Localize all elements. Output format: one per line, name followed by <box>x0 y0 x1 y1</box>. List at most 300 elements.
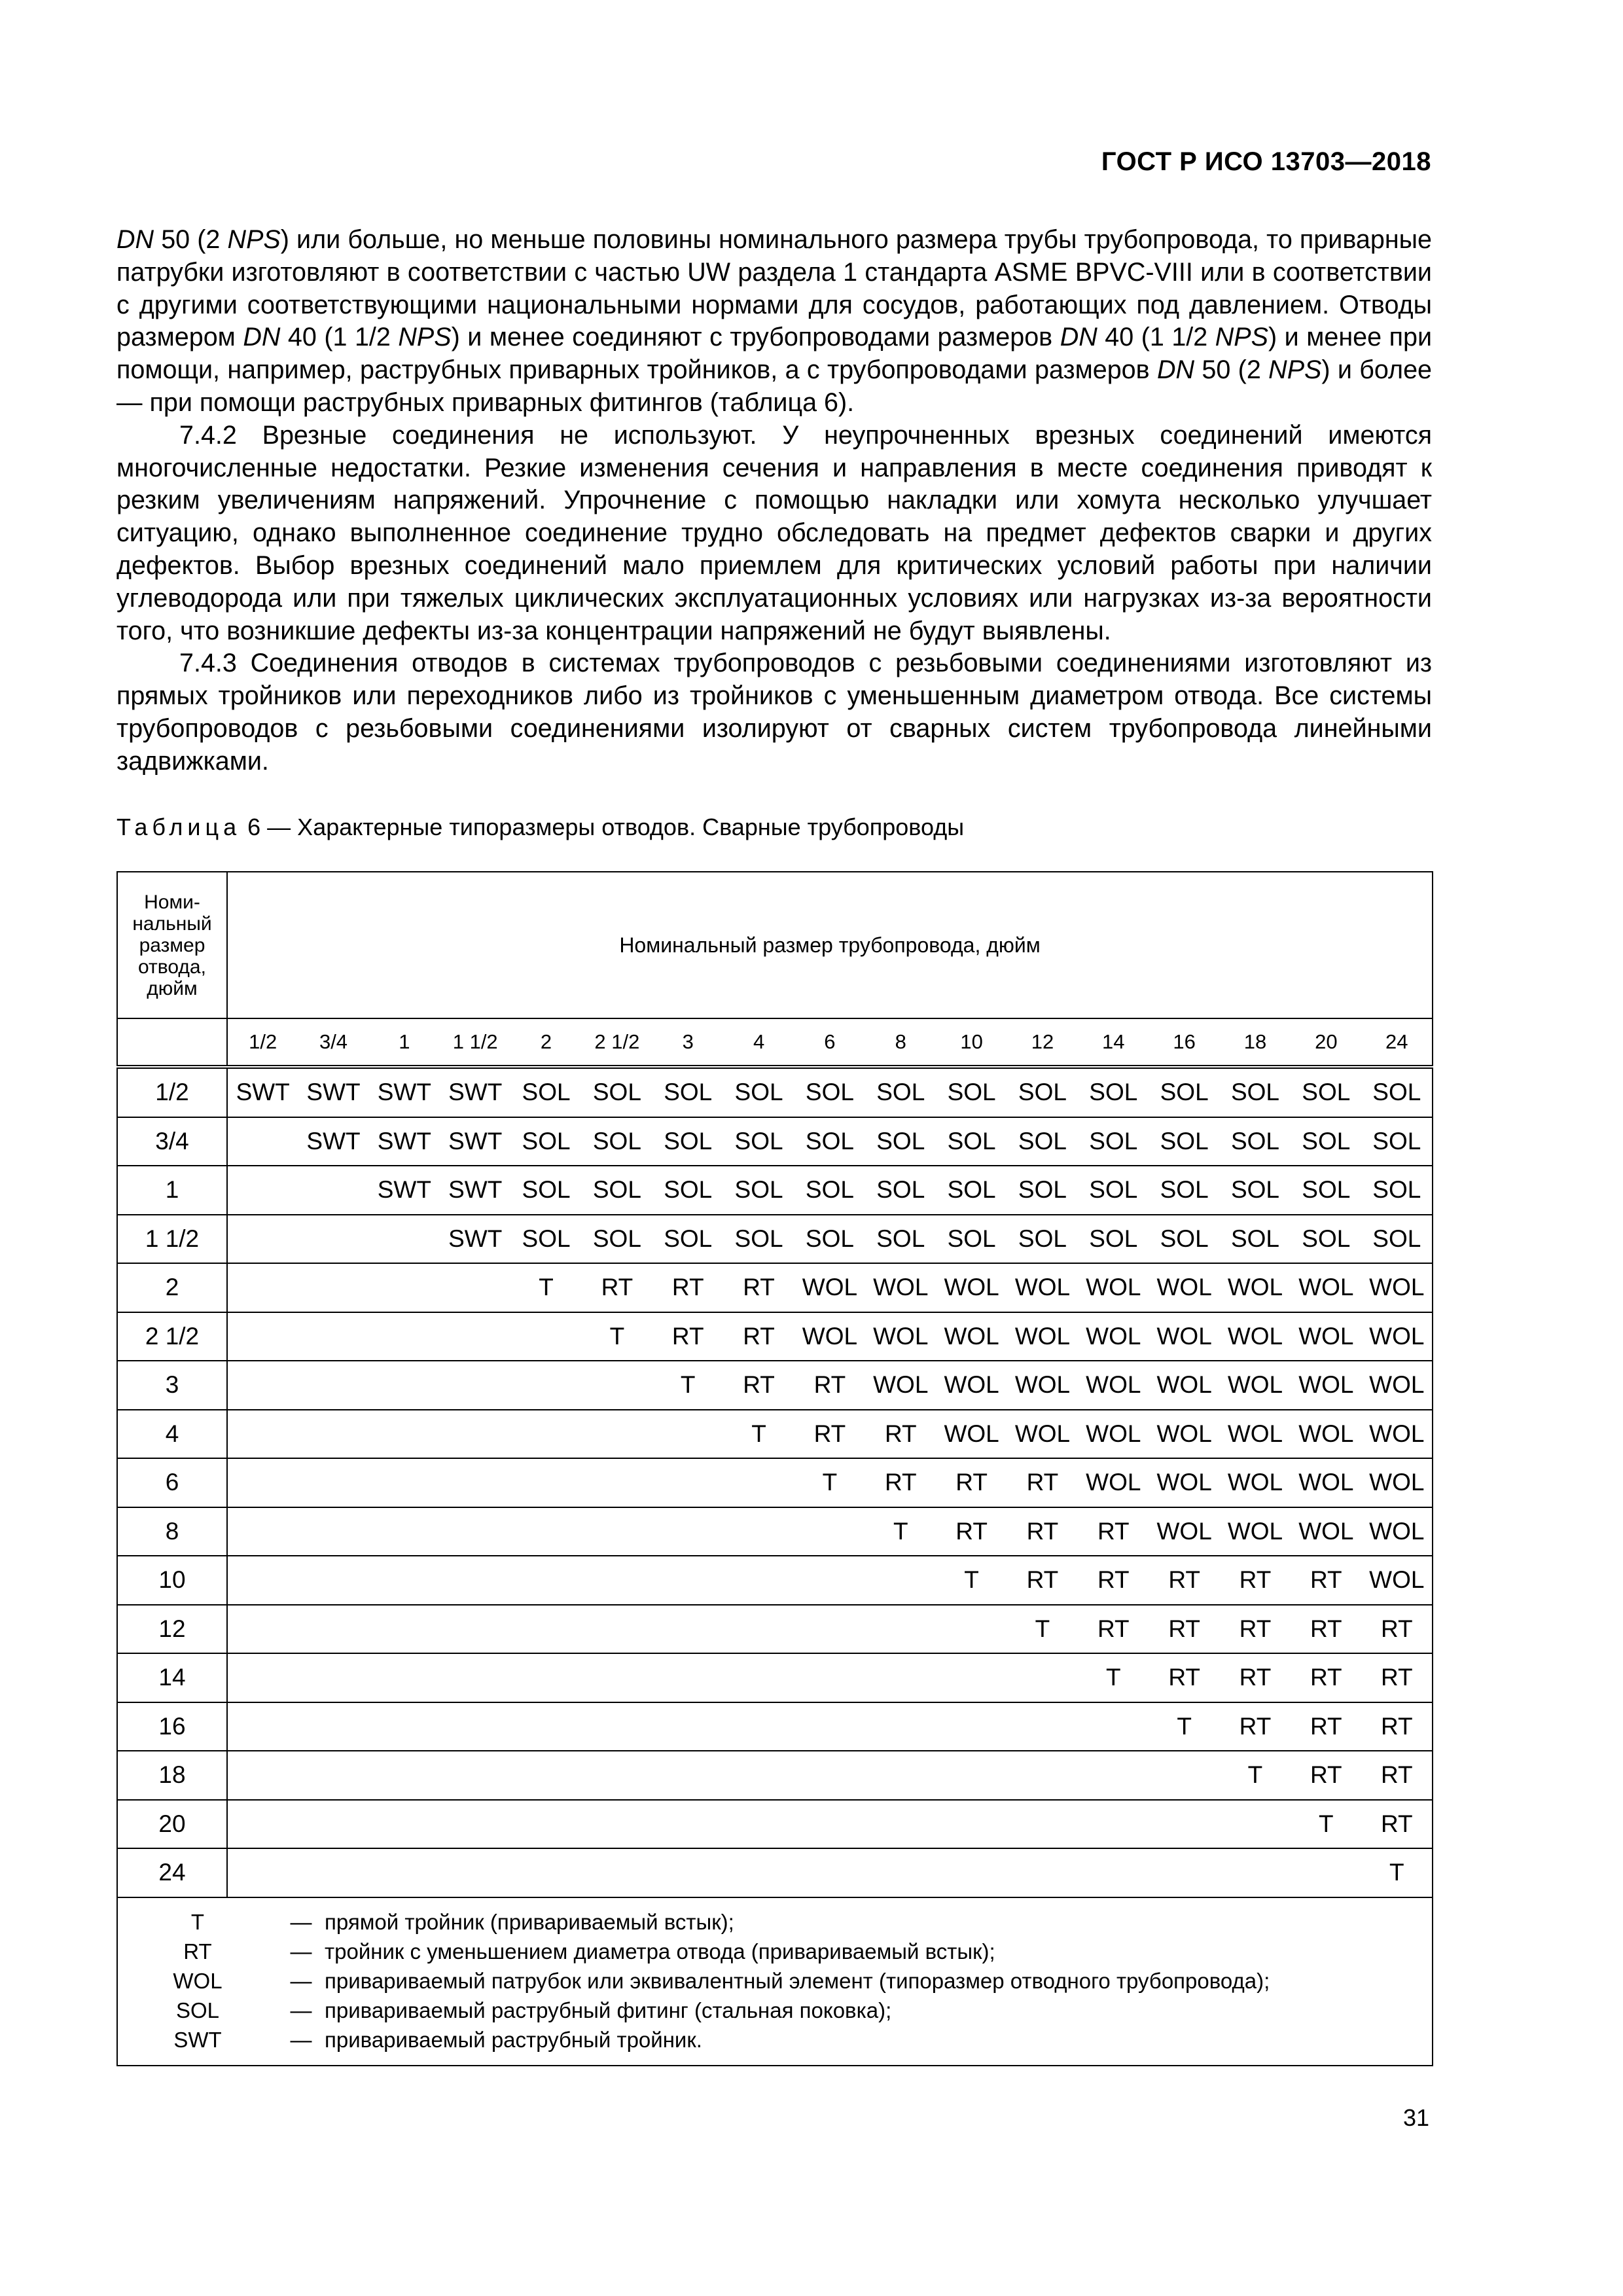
legend-description: тройник с уменьшением диаметра отвода (привариваемый встык); <box>325 1939 995 1964</box>
table-cell: WOL <box>1007 1263 1078 1312</box>
table-cell: SOL <box>1291 1067 1361 1117</box>
table-cell <box>227 1507 298 1556</box>
table-cell: WOL <box>1078 1458 1149 1507</box>
table-cell <box>369 1458 440 1507</box>
table-cell: WOL <box>1291 1263 1361 1312</box>
table-cell <box>652 1605 723 1654</box>
table-cell <box>1149 1848 1219 1897</box>
table-cell <box>1007 1653 1078 1702</box>
table-cell: SOL <box>794 1067 865 1117</box>
row-header-cell <box>117 872 227 1018</box>
table-cell: T <box>582 1312 652 1361</box>
table-row <box>117 1215 1433 1264</box>
table-cell: WOL <box>865 1312 936 1361</box>
table-cell: RT <box>1007 1556 1078 1605</box>
row-header-line: размер <box>139 934 205 956</box>
table-cell: SOL <box>794 1166 865 1215</box>
table-cell: SWT <box>369 1117 440 1166</box>
table-cell: T <box>794 1458 865 1507</box>
italic-term: DN <box>116 225 154 254</box>
table-cell: T <box>652 1361 723 1410</box>
table-cell <box>298 1751 368 1800</box>
table-cell: RT <box>1362 1653 1433 1702</box>
table-cell <box>510 1848 581 1897</box>
table-cell: WOL <box>1220 1263 1291 1312</box>
table-cell <box>652 1848 723 1897</box>
table-cell: WOL <box>1362 1263 1433 1312</box>
legend-item <box>118 1907 1432 1937</box>
table-cell <box>369 1556 440 1605</box>
table-cell: RT <box>723 1312 794 1361</box>
legend-description: прямой тройник (привариваемый встык); <box>325 1909 734 1934</box>
text-run: ) и менее при помощи, например, раструбных приварных тройников, а с трубопроводами размеров <box>116 323 1433 385</box>
row-label: 6 <box>117 1458 227 1507</box>
table-cell <box>652 1410 723 1459</box>
table-cell <box>582 1751 652 1800</box>
table-cell <box>227 1605 298 1654</box>
row-label: 4 <box>117 1410 227 1459</box>
table-cell: T <box>510 1263 581 1312</box>
text-run: 50 (2 <box>1194 355 1269 385</box>
table-cell <box>227 1361 298 1410</box>
text-run: 40 (1 1/2 <box>280 323 399 352</box>
table-cell <box>227 1848 298 1897</box>
italic-term: DN <box>1060 323 1097 352</box>
text-run: 7.4.3 Соединения отводов в системах трубопроводов с резьбовыми соединениями изготовляют из прямых тройников или переходников либо из тройников с уменьшенным диаметром отвода. Все системы трубопроводов с резьбовыми соединениями изолируют от сварных систем трубопровода линейными задвижками. <box>116 649 1432 776</box>
table-cell <box>582 1556 652 1605</box>
table-cell: SOL <box>1007 1117 1078 1166</box>
table-row <box>117 1751 1433 1800</box>
table-cell: RT <box>1291 1653 1361 1702</box>
row-label: 1 1/2 <box>117 1215 227 1264</box>
table-cell: SOL <box>510 1067 581 1117</box>
table-cell: SOL <box>1007 1215 1078 1264</box>
table-cell <box>510 1312 581 1361</box>
table-row <box>117 1263 1433 1312</box>
table-cell: T <box>1220 1751 1291 1800</box>
table-cell <box>298 1702 368 1751</box>
table-cell: WOL <box>1362 1458 1433 1507</box>
table-cell: SOL <box>1291 1215 1361 1264</box>
table-cell <box>298 1312 368 1361</box>
table-cell: SOL <box>652 1215 723 1264</box>
table-cell: WOL <box>1078 1263 1149 1312</box>
table-cell: WOL <box>1078 1410 1149 1459</box>
table-cell: RT <box>652 1312 723 1361</box>
table-cell <box>723 1653 794 1702</box>
table-cell: RT <box>1078 1605 1149 1654</box>
table-cell: SOL <box>1007 1166 1078 1215</box>
table-cell: SOL <box>582 1117 652 1166</box>
table-cell: T <box>865 1507 936 1556</box>
table-cell: T <box>1149 1702 1219 1751</box>
table-cell <box>582 1507 652 1556</box>
table-cell: WOL <box>1291 1361 1361 1410</box>
table-cell <box>865 1556 936 1605</box>
table-row <box>117 1361 1433 1410</box>
table-cell <box>794 1848 865 1897</box>
row-label: 12 <box>117 1605 227 1654</box>
column-group-header: Номинальный размер трубопровода, дюйм <box>227 872 1433 1018</box>
table-cell: WOL <box>1362 1361 1433 1410</box>
table-row <box>117 1166 1433 1215</box>
table-cell <box>298 1263 368 1312</box>
table-cell: SWT <box>227 1067 298 1117</box>
table-cell: SOL <box>794 1215 865 1264</box>
text-run: 7.4.2 Врезные соединения не используют. У неупрочненных врезных соединений имеются многочисленные недостатки. Резкие изменения сечения и направления в месте соединения приводят к резким увеличениям напряжений. Упрочнение с помощью накладки или хомута несколько улучшает ситуацию, однако выполненное соединение трудно обследовать на предмет дефектов сварки и других дефектов. Выбор врезных соединений мало приемлем для критических условий работы при наличии углеводорода или при тяжелых циклических эксплуатационных условиях или нагрузках из-за вероятности того, что возникшие дефекты из-за концентрации напряжений не будут выявлены. <box>116 420 1432 645</box>
table-cell <box>582 1605 652 1654</box>
table-cell <box>723 1605 794 1654</box>
table-cell: SOL <box>1291 1117 1361 1166</box>
table-cell: RT <box>1362 1800 1433 1849</box>
table-cell <box>298 1848 368 1897</box>
table-cell <box>440 1751 510 1800</box>
table-cell <box>865 1800 936 1849</box>
table-cell <box>936 1653 1007 1702</box>
table-row <box>117 1458 1433 1507</box>
legend-abbreviation: SOL <box>175 1998 220 2022</box>
table-cell: SOL <box>1078 1215 1149 1264</box>
table-cell <box>794 1800 865 1849</box>
document-header: ГОСТ Р ИСО 13703—2018 <box>1101 147 1431 176</box>
table-row <box>117 1702 1433 1751</box>
table-cell <box>794 1653 865 1702</box>
legend-abbreviation: T <box>190 1909 205 1934</box>
table-cell <box>510 1458 581 1507</box>
row-header-line: дюйм <box>147 977 198 999</box>
table-cell: SWT <box>440 1215 510 1264</box>
table-cell: WOL <box>1291 1410 1361 1459</box>
table-cell: RT <box>1291 1556 1361 1605</box>
column-header: 2 1/2 <box>582 1018 652 1067</box>
row-label: 2 1/2 <box>117 1312 227 1361</box>
table-cell: SOL <box>1220 1215 1291 1264</box>
table-cell: WOL <box>1362 1312 1433 1361</box>
column-header: 18 <box>1220 1018 1291 1067</box>
table-cell <box>794 1507 865 1556</box>
table-cell <box>227 1215 298 1264</box>
italic-term: NPS <box>227 225 281 254</box>
column-header: 12 <box>1007 1018 1078 1067</box>
table-cell: SOL <box>582 1215 652 1264</box>
text-run: ) и менее соединяют с трубопроводами размеров <box>451 323 1060 352</box>
table-cell: RT <box>1078 1507 1149 1556</box>
table-cell: RT <box>1291 1702 1361 1751</box>
table-cell: WOL <box>1149 1458 1219 1507</box>
table-cell: WOL <box>794 1312 865 1361</box>
body-text <box>116 224 1432 778</box>
table-cell: WOL <box>1362 1410 1433 1459</box>
table-cell <box>936 1800 1007 1849</box>
table-cell <box>298 1166 368 1215</box>
table-cell: WOL <box>1078 1361 1149 1410</box>
column-header: 1/2 <box>227 1018 298 1067</box>
table-cell: T <box>1078 1653 1149 1702</box>
table-cell: RT <box>865 1410 936 1459</box>
table-cell: RT <box>1149 1556 1219 1605</box>
table-cell: WOL <box>1149 1507 1219 1556</box>
table-cell <box>510 1751 581 1800</box>
table-cell <box>369 1215 440 1264</box>
table-cell: WOL <box>1291 1507 1361 1556</box>
table-cell: WOL <box>1149 1361 1219 1410</box>
table-cell: WOL <box>1149 1410 1219 1459</box>
legend-dash: — <box>290 1939 312 1964</box>
column-header: 2 <box>510 1018 581 1067</box>
table-cell <box>227 1166 298 1215</box>
table-cell: RT <box>723 1361 794 1410</box>
table-cell <box>440 1263 510 1312</box>
row-label: 2 <box>117 1263 227 1312</box>
table-cell <box>652 1702 723 1751</box>
table-cell <box>510 1410 581 1459</box>
table-cell: SOL <box>1078 1117 1149 1166</box>
table-cell: SOL <box>865 1067 936 1117</box>
table-cell <box>369 1702 440 1751</box>
table-cell <box>794 1605 865 1654</box>
table-cell <box>1220 1848 1291 1897</box>
table-cell: SOL <box>652 1117 723 1166</box>
table-row <box>117 1800 1433 1849</box>
table-cell: WOL <box>1007 1410 1078 1459</box>
table-cell <box>298 1556 368 1605</box>
table-cell: SOL <box>865 1117 936 1166</box>
table-row <box>117 1605 1433 1654</box>
table-cell <box>794 1751 865 1800</box>
row-header-line: нальный <box>132 912 212 935</box>
table-cell <box>510 1556 581 1605</box>
table-cell <box>1007 1848 1078 1897</box>
table-row <box>117 1117 1433 1166</box>
table-cell: RT <box>936 1507 1007 1556</box>
table-cell: SOL <box>865 1166 936 1215</box>
corner-cell <box>117 1018 227 1067</box>
column-header: 20 <box>1291 1018 1361 1067</box>
table-cell <box>723 1556 794 1605</box>
table-cell <box>440 1556 510 1605</box>
table-cell: SOL <box>1362 1215 1433 1264</box>
legend <box>117 1897 1433 2066</box>
table-cell <box>510 1702 581 1751</box>
table-cell: SOL <box>582 1067 652 1117</box>
table-caption <box>116 814 964 841</box>
table-cell: SWT <box>298 1117 368 1166</box>
table-cell: T <box>1291 1800 1361 1849</box>
table-cell <box>298 1605 368 1654</box>
table-cell: WOL <box>1220 1458 1291 1507</box>
table-cell: WOL <box>1007 1361 1078 1410</box>
table-cell <box>723 1800 794 1849</box>
text-run: ) и более — при помощи раструбных приварных фитингов (таблица 6). <box>116 355 1433 417</box>
table-row <box>117 1556 1433 1605</box>
table-cell: SWT <box>440 1117 510 1166</box>
table-cell: RT <box>1149 1605 1219 1654</box>
text-run: 40 (1 1/2 <box>1097 323 1215 352</box>
column-header: 16 <box>1149 1018 1219 1067</box>
table-cell <box>440 1507 510 1556</box>
text-run: 50 (2 <box>154 225 228 254</box>
legend-item <box>118 1937 1432 1966</box>
legend-description: привариваемый патрубок или эквивалентный элемент (типоразмер отводного трубопровода); <box>325 1968 1270 1993</box>
table-cell: RT <box>1078 1556 1149 1605</box>
table-cell: WOL <box>1007 1312 1078 1361</box>
table-cell: T <box>723 1410 794 1459</box>
paragraph <box>116 420 1432 648</box>
column-header: 1 1/2 <box>440 1018 510 1067</box>
table-cell: SOL <box>1149 1215 1219 1264</box>
table-cell: SOL <box>1362 1166 1433 1215</box>
italic-term: DN <box>243 323 281 352</box>
table-cell: RT <box>1362 1751 1433 1800</box>
table-cell: WOL <box>1220 1361 1291 1410</box>
row-header-line: отвода, <box>138 956 206 978</box>
table-cell <box>227 1556 298 1605</box>
table-cell: SWT <box>440 1067 510 1117</box>
table-cell <box>582 1848 652 1897</box>
table-cell: SOL <box>1078 1067 1149 1117</box>
table-cell <box>1007 1751 1078 1800</box>
table-cell <box>440 1458 510 1507</box>
column-header: 3 <box>652 1018 723 1067</box>
legend-dash: — <box>290 1909 312 1934</box>
table-cell: RT <box>723 1263 794 1312</box>
table-cell <box>1007 1702 1078 1751</box>
italic-term: DN <box>1156 355 1195 385</box>
table-cell: T <box>1362 1848 1433 1897</box>
table-cell: SOL <box>1362 1067 1433 1117</box>
table-cell: SOL <box>510 1117 581 1166</box>
table-cell: RT <box>582 1263 652 1312</box>
table-cell: T <box>936 1556 1007 1605</box>
table-cell <box>936 1605 1007 1654</box>
table-cell <box>865 1702 936 1751</box>
table-cell <box>298 1653 368 1702</box>
italic-term: NPS <box>1268 355 1322 385</box>
table-cell: SOL <box>723 1067 794 1117</box>
table-cell <box>298 1215 368 1264</box>
table-cell <box>227 1410 298 1459</box>
row-label: 3 <box>117 1361 227 1410</box>
table-cell <box>510 1653 581 1702</box>
table-cell: SOL <box>652 1166 723 1215</box>
table-cell <box>440 1702 510 1751</box>
table-cell: SOL <box>1149 1067 1219 1117</box>
table-cell: RT <box>1291 1605 1361 1654</box>
column-header: 14 <box>1078 1018 1149 1067</box>
column-header: 24 <box>1362 1018 1433 1067</box>
italic-term: NPS <box>398 323 452 352</box>
table-cell: SOL <box>936 1166 1007 1215</box>
table-cell: WOL <box>936 1312 1007 1361</box>
table-cell <box>723 1458 794 1507</box>
table-cell: SWT <box>440 1166 510 1215</box>
row-label: 14 <box>117 1653 227 1702</box>
table-cell: SWT <box>298 1067 368 1117</box>
table-cell <box>1078 1702 1149 1751</box>
table-cell: RT <box>1007 1458 1078 1507</box>
row-label: 1 <box>117 1166 227 1215</box>
table-cell: WOL <box>865 1361 936 1410</box>
legend-dash: — <box>290 1968 312 1993</box>
table-cell: RT <box>1362 1605 1433 1654</box>
table-cell: WOL <box>794 1263 865 1312</box>
table-cell: SWT <box>369 1067 440 1117</box>
table-cell: WOL <box>1362 1556 1433 1605</box>
table-cell: SOL <box>582 1166 652 1215</box>
table-cell: SOL <box>936 1067 1007 1117</box>
table-cell <box>440 1410 510 1459</box>
row-label: 24 <box>117 1848 227 1897</box>
table-cell: SWT <box>369 1166 440 1215</box>
column-header-row <box>117 1018 1433 1067</box>
table-cell: SOL <box>723 1117 794 1166</box>
table-cell <box>865 1653 936 1702</box>
table-cell <box>298 1507 368 1556</box>
legend-row <box>117 1897 1433 2066</box>
table-cell <box>582 1702 652 1751</box>
table-cell <box>510 1507 581 1556</box>
table-cell <box>1291 1848 1361 1897</box>
table-cell <box>865 1605 936 1654</box>
table-cell <box>227 1458 298 1507</box>
table-cell: SOL <box>936 1215 1007 1264</box>
legend-description: привариваемый раструбный фитинг (стальная поковка); <box>325 1998 892 2022</box>
table-cell: RT <box>1362 1702 1433 1751</box>
table-cell <box>510 1361 581 1410</box>
table-cell: RT <box>1220 1556 1291 1605</box>
table-cell <box>227 1117 298 1166</box>
table-row <box>117 1848 1433 1897</box>
table-cell <box>1078 1751 1149 1800</box>
table-cell <box>723 1848 794 1897</box>
table-cell: RT <box>794 1410 865 1459</box>
table-cell: WOL <box>1362 1507 1433 1556</box>
italic-term: NPS <box>1215 323 1268 352</box>
table-cell <box>1078 1800 1149 1849</box>
table-cell: RT <box>1220 1702 1291 1751</box>
table-cell: SOL <box>510 1166 581 1215</box>
legend-abbreviation: RT <box>183 1939 212 1964</box>
table-cell <box>510 1605 581 1654</box>
table-cell: SOL <box>1220 1117 1291 1166</box>
table-cell <box>298 1458 368 1507</box>
table-cell <box>227 1702 298 1751</box>
table-row <box>117 1312 1433 1361</box>
table-caption-label: Таблица <box>116 814 241 840</box>
table-cell: WOL <box>1149 1263 1219 1312</box>
table-cell <box>440 1653 510 1702</box>
table-cell: SOL <box>1291 1166 1361 1215</box>
table-cell: SOL <box>794 1117 865 1166</box>
table-cell <box>298 1800 368 1849</box>
table-cell: SOL <box>1007 1067 1078 1117</box>
legend-dash: — <box>290 1998 312 2022</box>
table-cell <box>227 1653 298 1702</box>
table-cell <box>369 1361 440 1410</box>
table-cell <box>1078 1848 1149 1897</box>
table-cell <box>652 1556 723 1605</box>
table-cell: RT <box>1291 1751 1361 1800</box>
table-cell <box>582 1800 652 1849</box>
table-caption-text: 6 — Характерные типоразмеры отводов. Сварные трубопроводы <box>241 814 965 840</box>
row-label: 1/2 <box>117 1067 227 1117</box>
table-cell: SOL <box>865 1215 936 1264</box>
table-cell <box>1007 1800 1078 1849</box>
table-cell <box>652 1458 723 1507</box>
column-header: 6 <box>794 1018 865 1067</box>
table-cell: WOL <box>1149 1312 1219 1361</box>
table-cell: SOL <box>723 1166 794 1215</box>
